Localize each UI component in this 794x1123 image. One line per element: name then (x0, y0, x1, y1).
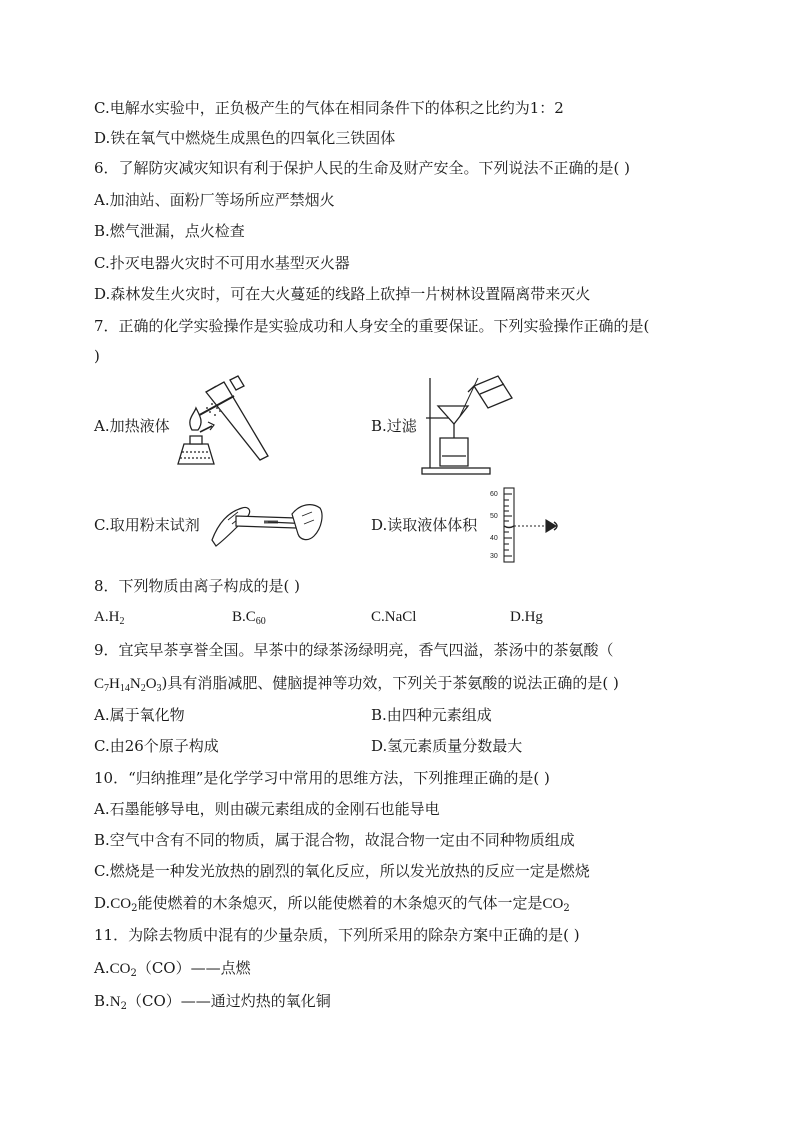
question-6: 6．了解防灾减灾知识有利于保护人民的生命及财产安全。下列说法不正确的是( ) (94, 159, 631, 177)
q7-option-d-label: D.读取液体体积 (371, 516, 478, 534)
question-7: 7．正确的化学实验操作是实验成功和人身安全的重要保证。下列实验操作正确的是( (94, 317, 650, 335)
powder-reagent-figure (208, 494, 328, 548)
filtration-figure (416, 372, 518, 476)
read-volume-figure (484, 486, 570, 564)
heating-liquid-figure (172, 374, 272, 472)
q10-option-b: B.空气中含有不同的物质，属于混合物，故混合物一定由不同种物质组成 (94, 831, 575, 849)
q8-option-b: $B.C_{60}$ (232, 609, 266, 627)
cyl-tick-50: 50 (490, 513, 498, 520)
cyl-tick-40: 40 (490, 535, 498, 542)
cyl-tick-30: 30 (490, 553, 498, 560)
q9-option-c: C.由26个原子构成 (94, 737, 219, 755)
question-9-cont: $C_7H_{14}N_2O_3$)具有消脂减肥、健脑提神等功效，下列关于茶氨酸的说法正确的是( ) (94, 674, 619, 694)
q6-option-d: D.森林发生火灾时，可在大火蔓延的线路上砍掉一片树林设置隔离带来灭火 (94, 285, 591, 303)
q8-option-a: $A.H_2$ (94, 609, 125, 627)
q7-option-b-label: B.过滤 (371, 417, 417, 435)
q10-option-a: A.石墨能够导电，则由碳元素组成的金刚石也能导电 (94, 800, 440, 818)
question-11: 11．为除去物质中混有的少量杂质，下列所采用的除杂方案中正确的是( ) (94, 926, 580, 944)
q9-option-a: A.属于氧化物 (94, 706, 185, 724)
question-8: 8．下列物质由离子构成的是( ) (94, 577, 301, 595)
q8-option-d: D.Hg (510, 609, 543, 625)
option-c-electrolysis: C.电解水实验中，正负极产生的气体在相同条件下的体积之比约为1：2 (94, 99, 564, 117)
question-10: 10．“归纳推理”是化学学习中常用的思维方法，下列推理正确的是( ) (94, 769, 550, 787)
cyl-tick-60: 60 (490, 491, 498, 498)
q9-option-b: B.由四种元素组成 (371, 706, 492, 724)
q10-option-c: C.燃烧是一种发光放热的剧烈的氧化反应，所以发光放热的反应一定是燃烧 (94, 862, 590, 880)
q8-option-c: C.NaCl (371, 609, 417, 625)
option-d-iron-combustion: D.铁在氧气中燃烧生成黑色的四氧化三铁固体 (94, 129, 396, 147)
q7-option-c-label: C.取用粉末试剂 (94, 516, 200, 534)
q9-option-d: D.氢元素质量分数最大 (371, 737, 523, 755)
q6-option-b: B.燃气泄漏，点火检查 (94, 222, 245, 240)
theanine-formula: $C_7H_{14}N_2O_3$ (94, 676, 162, 694)
q6-option-a: A.加油站、面粉厂等场所应严禁烟火 (94, 191, 335, 209)
q11-option-b: $B.N_2(CO)——$通过灼热的氧化铜 (94, 992, 331, 1012)
q7-option-a-label: A.加热液体 (94, 417, 170, 435)
question-9: 9．宜宾早茶享誉全国。早茶中的绿茶汤绿明亮，香气四溢，茶汤中的茶氨酸（ (94, 641, 614, 659)
question-7-paren: ) (94, 347, 100, 365)
q10-option-d: $D.CO_2$能使燃着的木条熄灭，所以能使燃着的木条熄灭的气体一定是$CO_2$ (94, 894, 570, 914)
q6-option-c: C.扑灭电器火灾时不可用水基型灭火器 (94, 254, 350, 272)
q11-option-a: $A.CO_2(CO)——$点燃 (94, 959, 251, 979)
